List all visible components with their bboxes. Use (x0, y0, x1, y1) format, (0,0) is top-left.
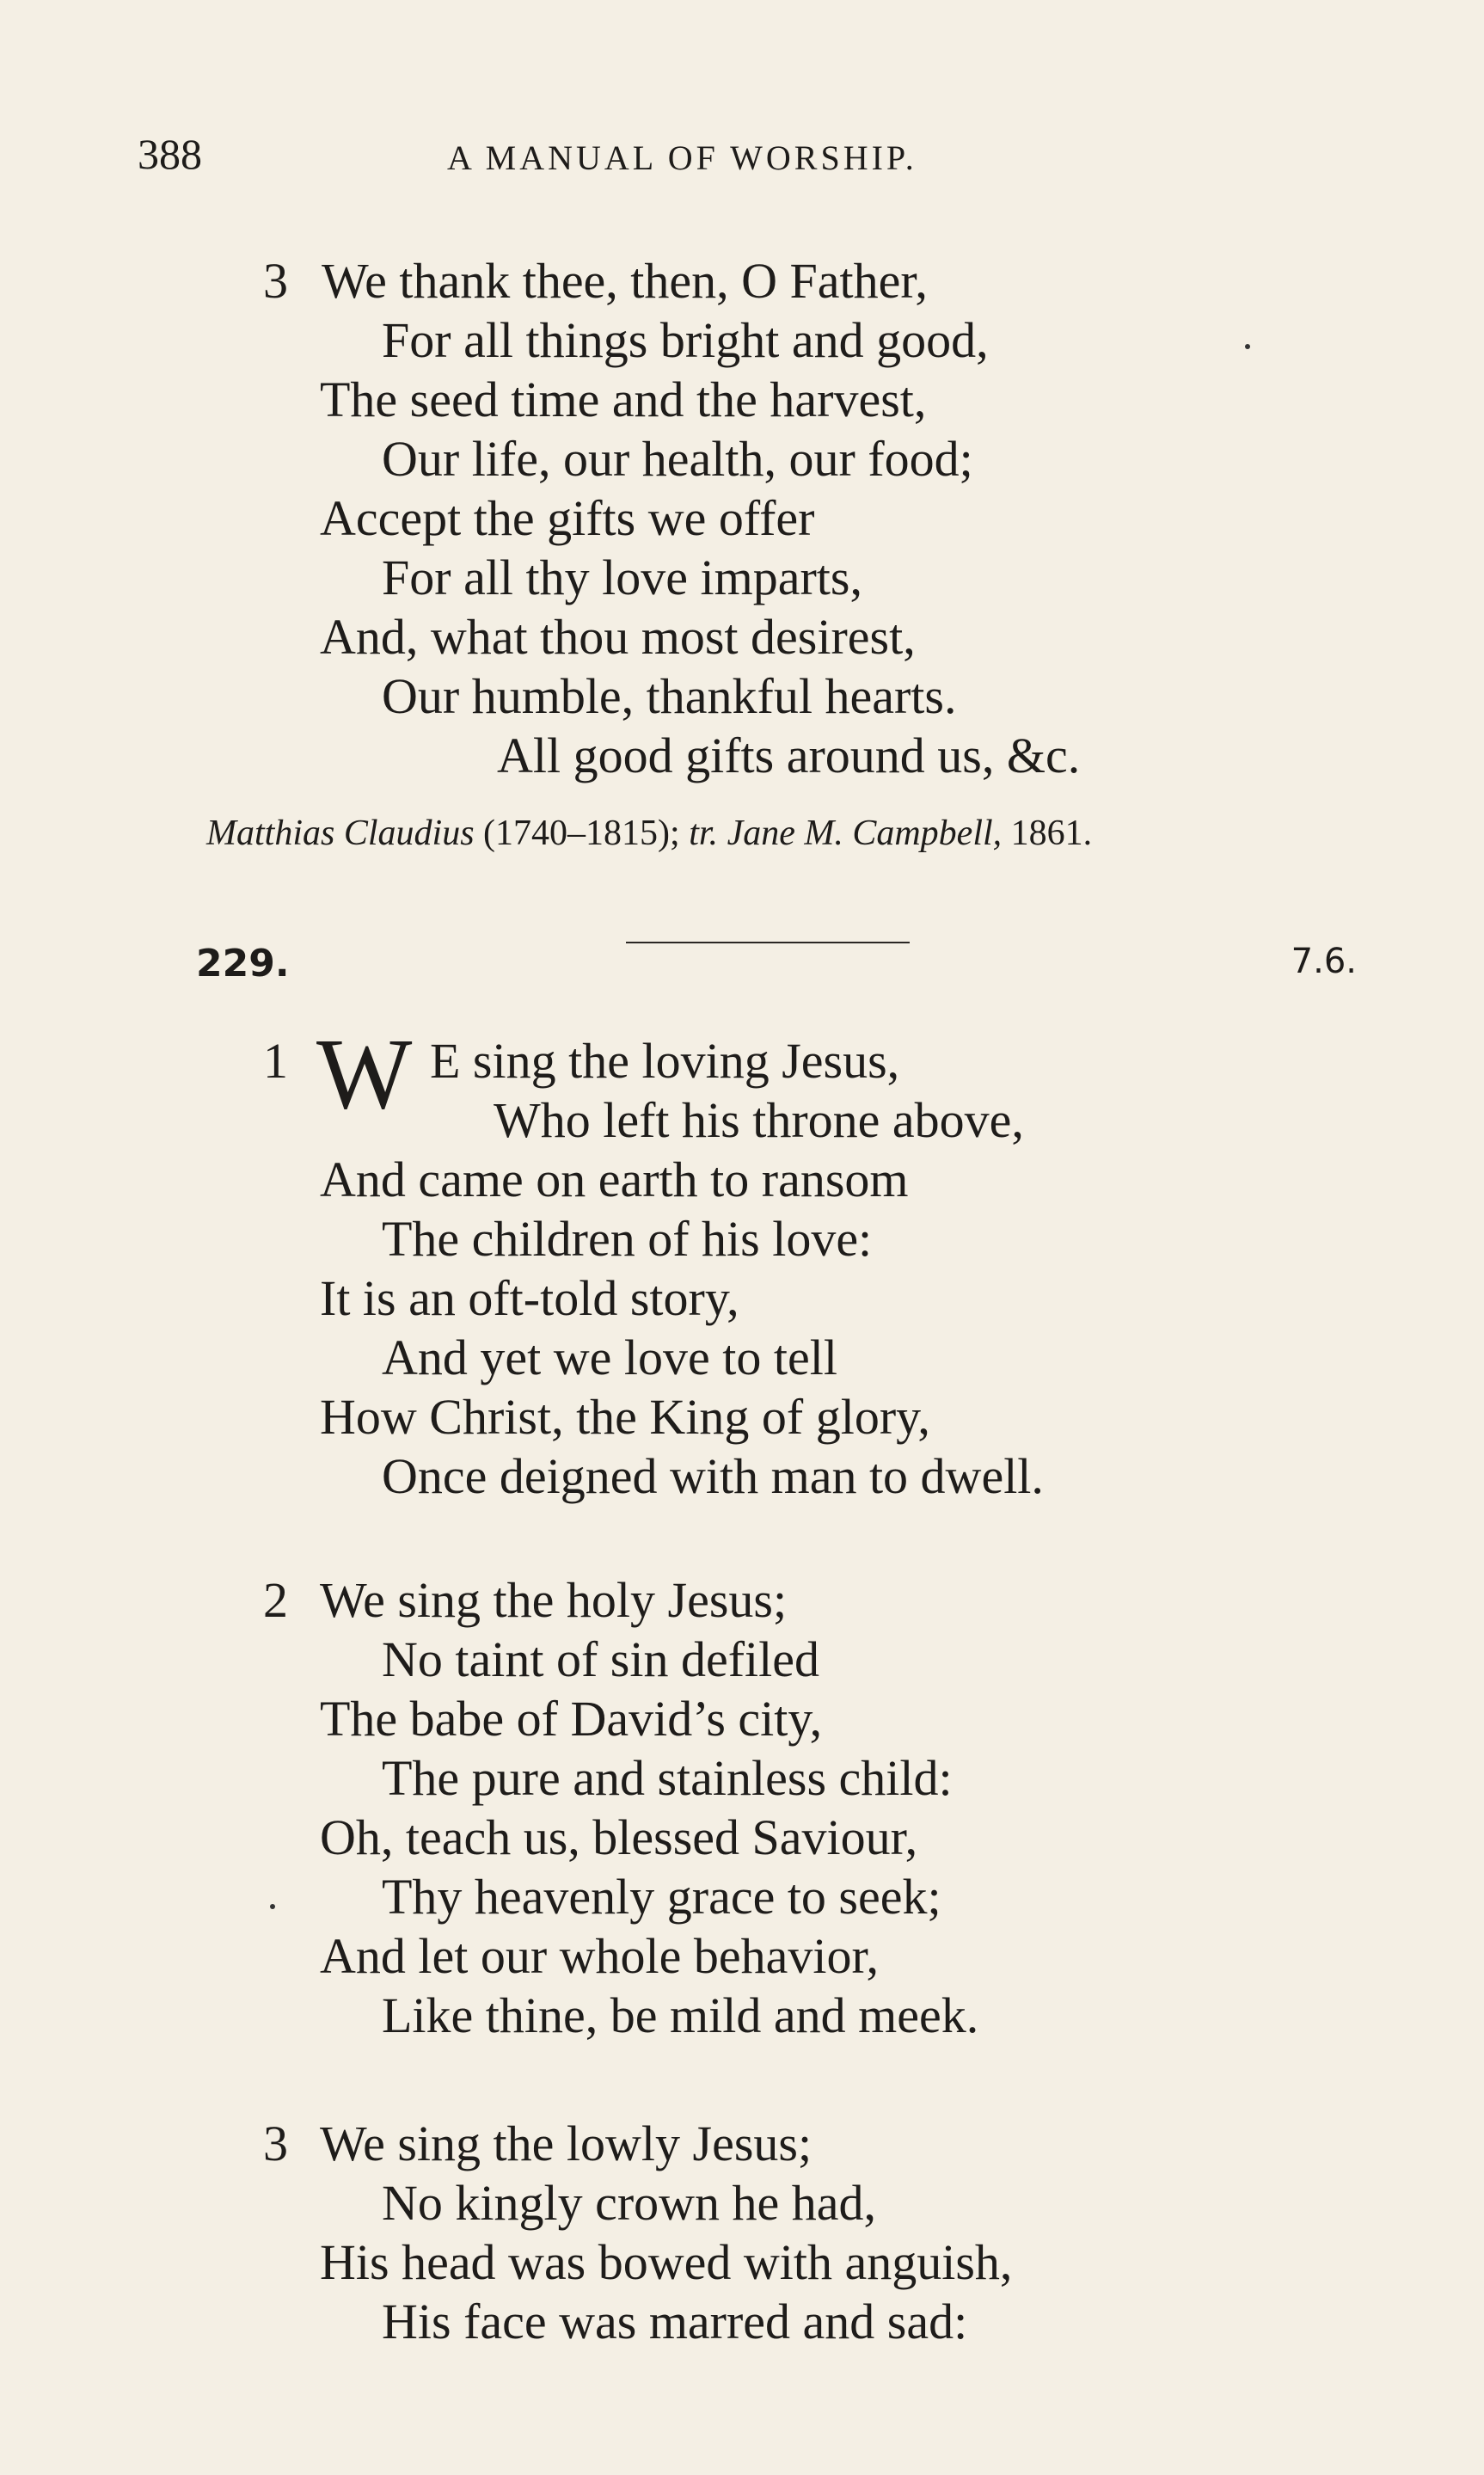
translator-label: tr. (689, 814, 719, 853)
verse-line: And, what thou most desirest, (320, 609, 916, 665)
hymn-meter: 7.6. (1291, 942, 1357, 981)
stanza-number: 3 (263, 2116, 288, 2171)
verse-line: The children of his love: (382, 1211, 873, 1267)
stanza-number: 2 (263, 1572, 288, 1628)
verse-line: And came on earth to ransom (320, 1152, 909, 1207)
verse-line: Like thine, be mild and meek. (382, 1987, 979, 2043)
verse-line: E sing the loving Jesus, (430, 1033, 900, 1089)
verse-line: Once deigned with man to dwell. (382, 1448, 1044, 1504)
verse-line: We sing the holy Jesus; (320, 1572, 788, 1628)
print-speck (270, 1904, 275, 1909)
verse-line: We sing the lowly Jesus; (320, 2116, 813, 2171)
hymn-number: 229. (196, 942, 290, 986)
verse-line: Accept the gifts we offer (320, 490, 815, 546)
verse-line: No kingly crown he had, (382, 2175, 877, 2231)
verse-line: Oh, teach us, blessed Saviour, (320, 1809, 918, 1865)
author-dates: (1740–1815); (474, 814, 690, 853)
verse-line: The pure and stainless child: (382, 1750, 953, 1806)
verse-line: Thy heavenly grace to seek; (382, 1869, 941, 1925)
verse-line: No taint of sin defiled (382, 1631, 820, 1687)
verse-line: His head was bowed with anguish, (320, 2234, 1013, 2290)
verse-line: How Christ, the King of glory, (320, 1389, 930, 1445)
hymn-attribution (206, 815, 1092, 851)
page-header (138, 129, 1126, 189)
verse-line: And let our whole behavior, (320, 1928, 880, 1984)
verse-line: Our humble, thankful hearts. (382, 668, 957, 724)
refrain-line: All good gifts around us, &c. (497, 728, 1081, 783)
verse-line: For all things bright and good, (382, 312, 989, 368)
verse-line: The babe of David’s city, (320, 1691, 823, 1747)
verse-line: We thank thee, then, O Father, (322, 253, 928, 309)
verse-line: Our life, our health, our food; (382, 431, 973, 487)
verse-line: His face was marred and sad: (382, 2294, 968, 2349)
author-name: Matthias Claudius (206, 814, 475, 853)
stanza-number: 1 (263, 1033, 288, 1089)
running-title: A MANUAL OF WORSHIP. (447, 138, 917, 177)
translation-year: 1861. (1002, 814, 1093, 853)
verse-line: The seed time and the harvest, (320, 372, 927, 427)
print-speck (1245, 344, 1250, 349)
drop-cap: W (316, 1017, 413, 1130)
translator-name: Jane M. Campbell, (718, 814, 1003, 853)
stanza-number: 3 (263, 253, 288, 309)
hymn-rule (626, 942, 910, 943)
verse-line: For all thy love imparts, (382, 550, 862, 605)
page-number: 388 (138, 130, 202, 178)
verse-line: And yet we love to tell (382, 1330, 837, 1385)
hymn-header (196, 942, 1357, 993)
verse-line: Who left his throne above, (494, 1092, 1024, 1148)
verse-line: It is an oft-told story, (320, 1270, 739, 1326)
